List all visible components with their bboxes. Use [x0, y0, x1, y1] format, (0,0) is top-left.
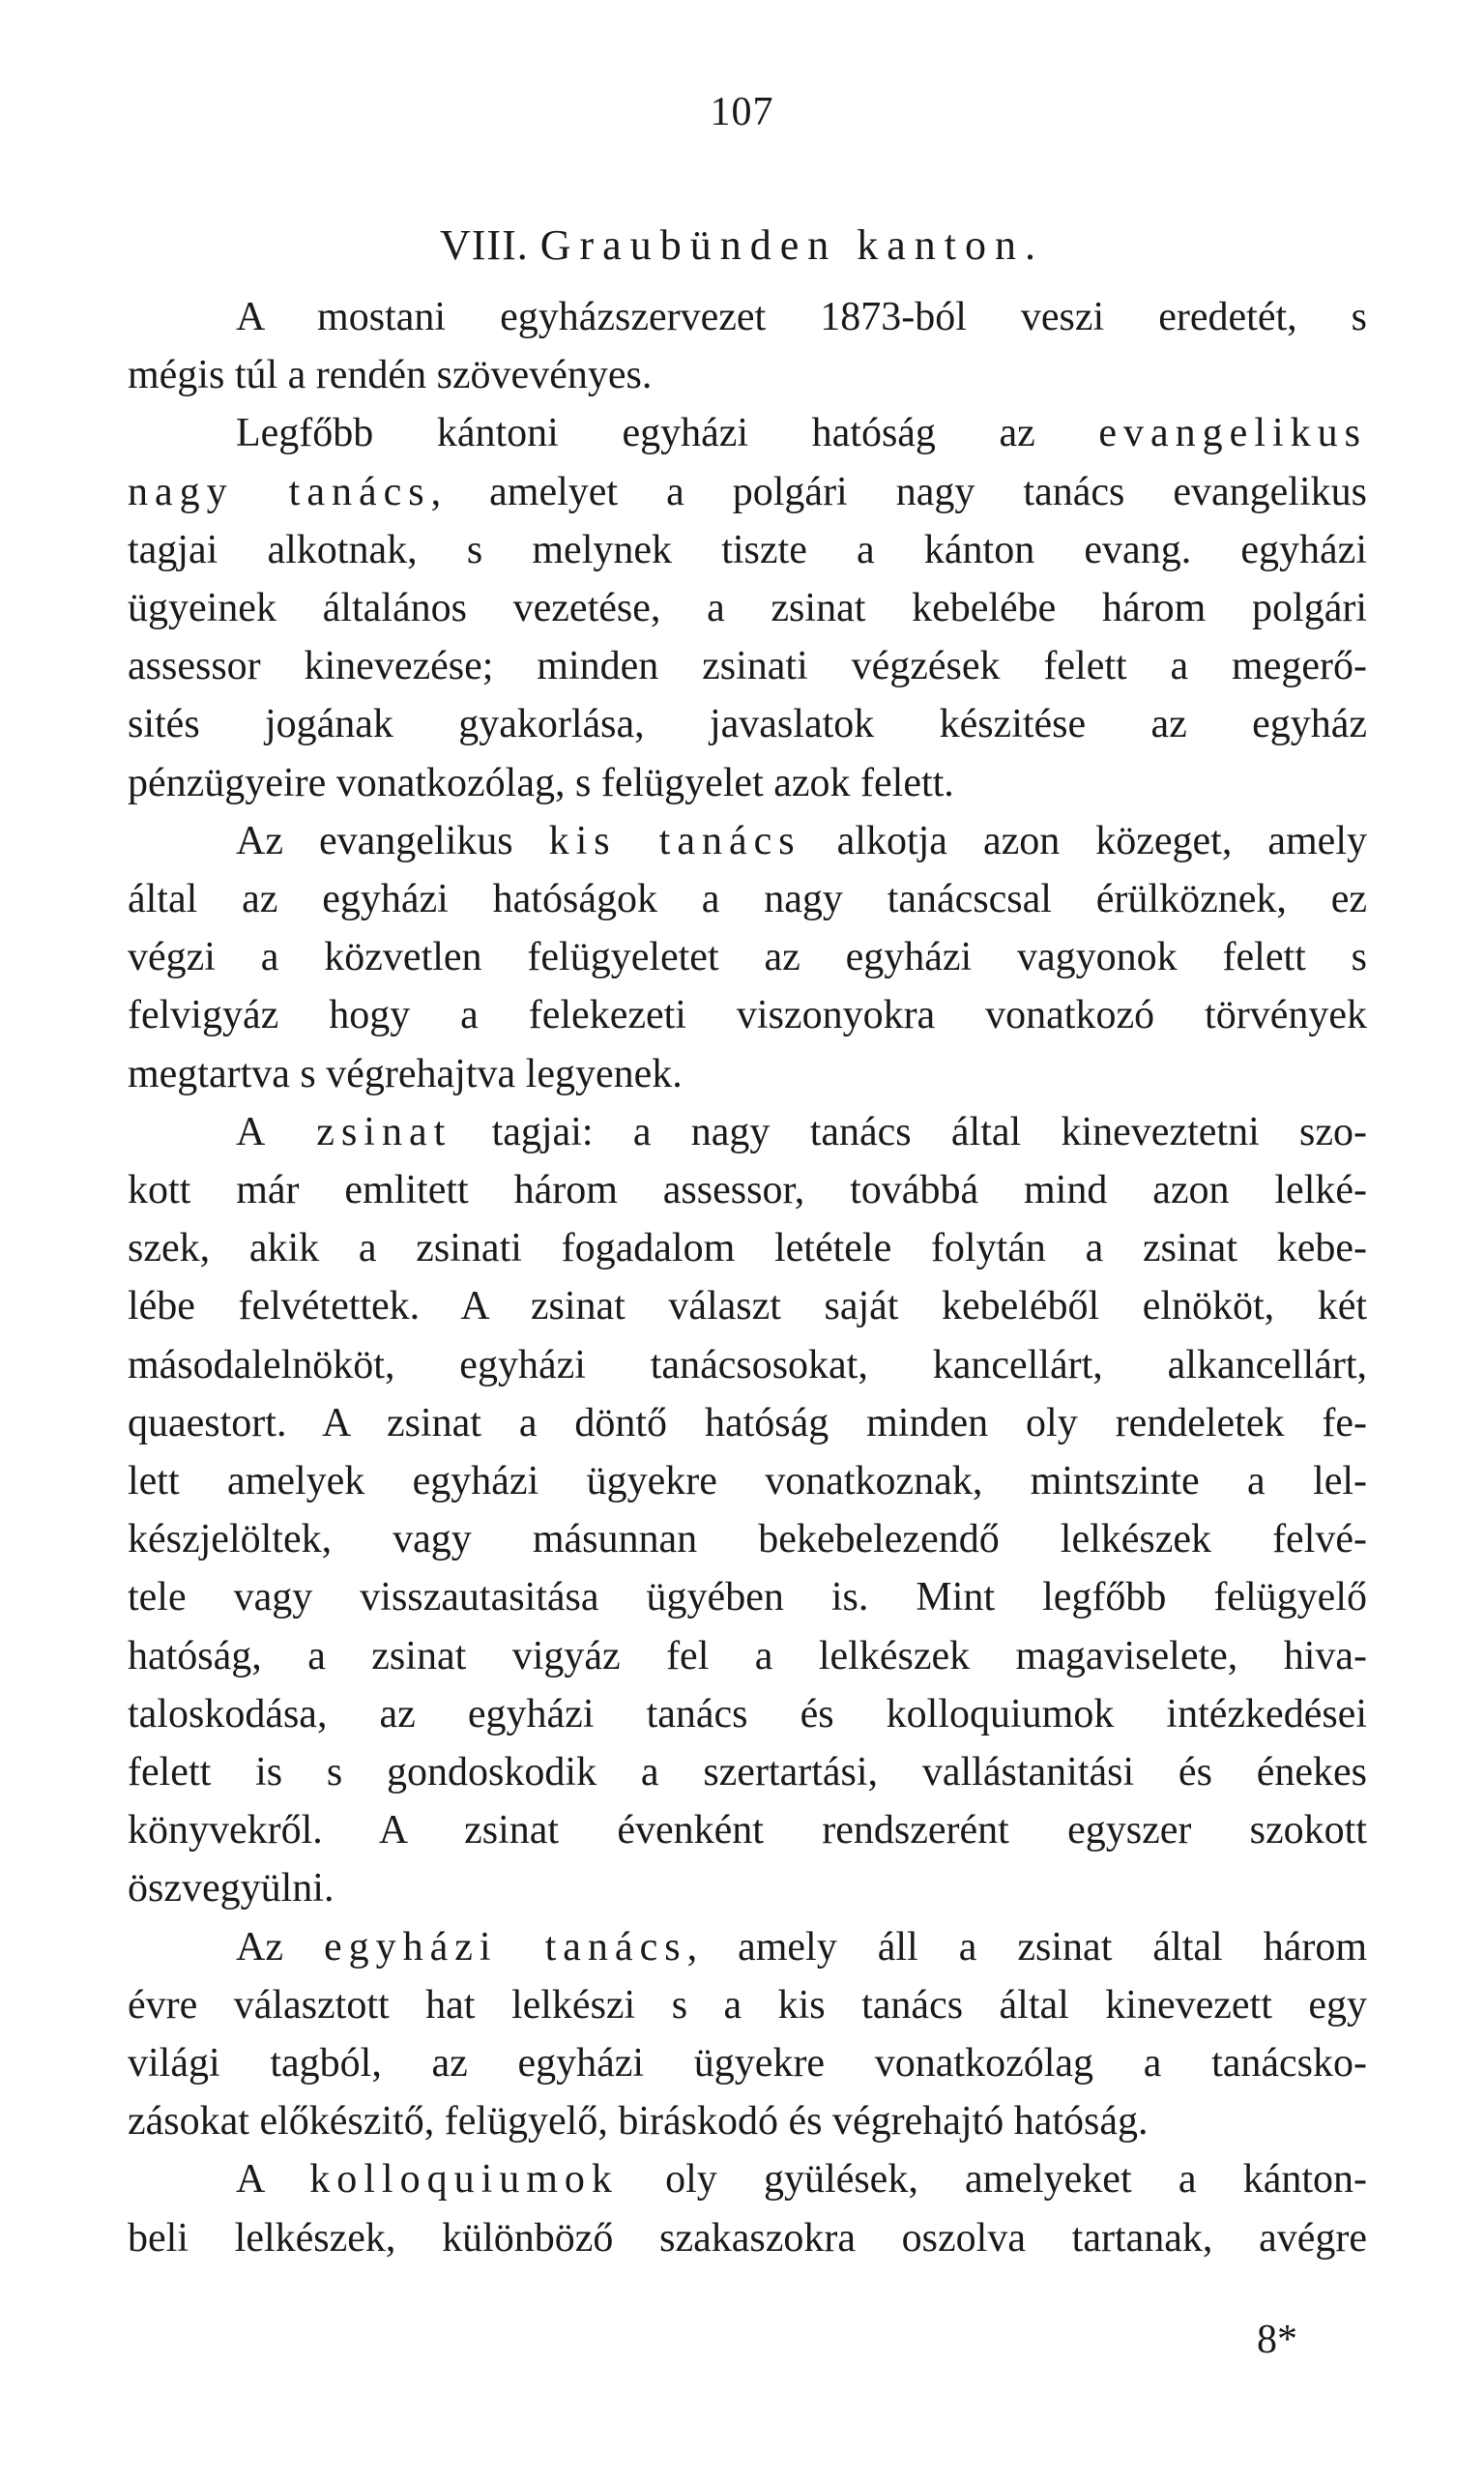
text-run: tele vagy visszautasitása ügyében is. Mint legfőbb felügyelő	[128, 1575, 1367, 1619]
text-run: lébe felvétettek. A zsinat választ saját kebeléből elnököt, két	[128, 1284, 1367, 1328]
text-line	[128, 1277, 1367, 1335]
text-line	[128, 1452, 1367, 1510]
text-run: tagjai alkotnak, s melynek tiszte a kánton evang. egyházi	[128, 528, 1367, 572]
text-run: felett is s gondoskodik a szertartási, vallástanitási és énekes	[128, 1750, 1367, 1794]
text-line	[128, 1627, 1367, 1685]
text-line	[236, 404, 1367, 462]
text-run: tagjai: a nagy tanács által kineveztetni szo-	[451, 1110, 1368, 1154]
text-run: által az egyházi hatóságok a nagy tanácscsal érülköznek, ez	[128, 877, 1367, 921]
text-line	[128, 1568, 1367, 1626]
spaced-term: A zsinat	[236, 1110, 452, 1154]
text-run: Az evangelikus	[236, 819, 549, 863]
text-run: mégis túl a rendén szövevényes.	[128, 353, 653, 397]
text-line	[236, 2150, 1367, 2208]
text-line	[128, 521, 1367, 579]
text-run: Az	[236, 1925, 324, 1969]
text-line	[128, 1336, 1367, 1394]
text-line	[128, 2092, 1367, 2150]
spaced-term: egyházi tanács	[324, 1925, 687, 1969]
text-line	[128, 346, 1367, 404]
text-line	[128, 1510, 1367, 1568]
text-line	[128, 986, 1367, 1044]
text-run: Legfőbb kántoni egyházi hatóság az	[236, 411, 1099, 455]
text-line	[128, 1801, 1367, 1859]
spaced-term: nagy tanács	[128, 470, 431, 514]
text-line	[128, 463, 1367, 521]
text-run: , amely áll a zsinat által három	[686, 1925, 1367, 1969]
text-run: ügyeinek általános vezetése, a zsinat kebelébe három polgári	[128, 586, 1367, 630]
text-line	[128, 1161, 1367, 1219]
text-run: zásokat előkészitő, felügyelő, biráskodó és végrehajtó hatóság.	[128, 2099, 1149, 2144]
text-line	[128, 1976, 1367, 2034]
text-run: , amelyet a polgári nagy tanács evangelikus	[430, 470, 1367, 514]
signature-mark: 8*	[1257, 2318, 1297, 2362]
section-heading	[0, 220, 1484, 270]
text-line	[128, 579, 1367, 637]
text-line	[236, 1103, 1367, 1161]
text-run: pénzügyeire vonatkozólag, s felügyelet azok felett.	[128, 761, 954, 805]
text-run: sités jogának gyakorlása, javaslatok készitése az egyház	[128, 702, 1367, 746]
text-line	[236, 812, 1367, 870]
text-run: könyvekről. A zsinat évenként rendszerént egyszer szokott	[128, 1808, 1367, 1853]
text-run: szek, akik a zsinati fogadalom letétele folytán a zsinat kebe-	[128, 1226, 1367, 1270]
text-run: A	[236, 2157, 310, 2202]
heading-title: Graubünden kanton.	[539, 221, 1044, 269]
spaced-term: kolloquiumok	[309, 2157, 619, 2202]
text-line	[128, 870, 1367, 928]
text-run: világi tagból, az egyházi ügyekre vonatkozólag a tanácsko-	[128, 2041, 1367, 2086]
text-run: évre választott hat lelkészi s a kis tanács által kinevezett egy	[128, 1983, 1367, 2028]
text-line	[128, 695, 1367, 753]
heading-roman-numeral: VIII.	[440, 221, 529, 269]
spaced-term: evangelikus	[1098, 411, 1367, 455]
text-run: készjelöltek, vagy másunnan bekebelezendő lelkészek felvé-	[128, 1517, 1367, 1561]
page-number: 107	[710, 90, 774, 134]
text-run: hatóság, a zsinat vigyáz fel a lelkészek magaviselete, hiva-	[128, 1634, 1367, 1678]
text-line	[128, 1743, 1367, 1801]
text-run: beli lelkészek, különböző szakaszokra oszolva tartanak, avégre	[128, 2216, 1367, 2261]
text-run: A mostani egyházszervezet 1873-ból veszi eredetét, s	[236, 295, 1367, 339]
spaced-term: kis tanács	[548, 819, 801, 863]
text-run: végzi a közvetlen felügyeletet az egyházi vagyonok felett s	[128, 935, 1367, 979]
text-line	[128, 1219, 1367, 1277]
text-run: öszvegyülni.	[128, 1866, 335, 1911]
text-run: megtartva s végrehajtva legyenek.	[128, 1052, 683, 1096]
text-run: quaestort. A zsinat a döntő hatóság minden oly rendeletek fe-	[128, 1401, 1367, 1445]
text-line	[128, 928, 1367, 986]
text-run: másodalelnököt, egyházi tanácsosokat, kancellárt, alkancellárt,	[128, 1343, 1367, 1387]
text-run: lett amelyek egyházi ügyekre vonatkoznak, mintszinte a lel-	[128, 1459, 1367, 1503]
text-line	[128, 1394, 1367, 1452]
text-run: kott már emlitett három assessor, továbbá mind azon lelké-	[128, 1168, 1367, 1212]
text-run: felvigyáz hogy a felekezeti viszonyokra vonatkozó törvények	[128, 993, 1367, 1037]
text-line	[128, 2034, 1367, 2092]
text-line	[128, 637, 1367, 695]
text-line	[128, 1859, 1367, 1917]
text-run: oly gyülések, amelyeket a kánton-	[618, 2157, 1367, 2202]
text-line	[236, 1918, 1367, 1976]
text-line	[236, 288, 1367, 346]
text-line	[128, 754, 1367, 812]
text-run: alkotja azon közeget, amely	[800, 819, 1367, 863]
text-line	[128, 1685, 1367, 1743]
text-run: assessor kinevezése; minden zsinati végzések felett a megerő-	[128, 644, 1367, 688]
text-line	[128, 2209, 1367, 2267]
text-line	[128, 1045, 1367, 1103]
text-run: taloskodása, az egyházi tanács és kolloquiumok intézkedései	[128, 1692, 1367, 1736]
